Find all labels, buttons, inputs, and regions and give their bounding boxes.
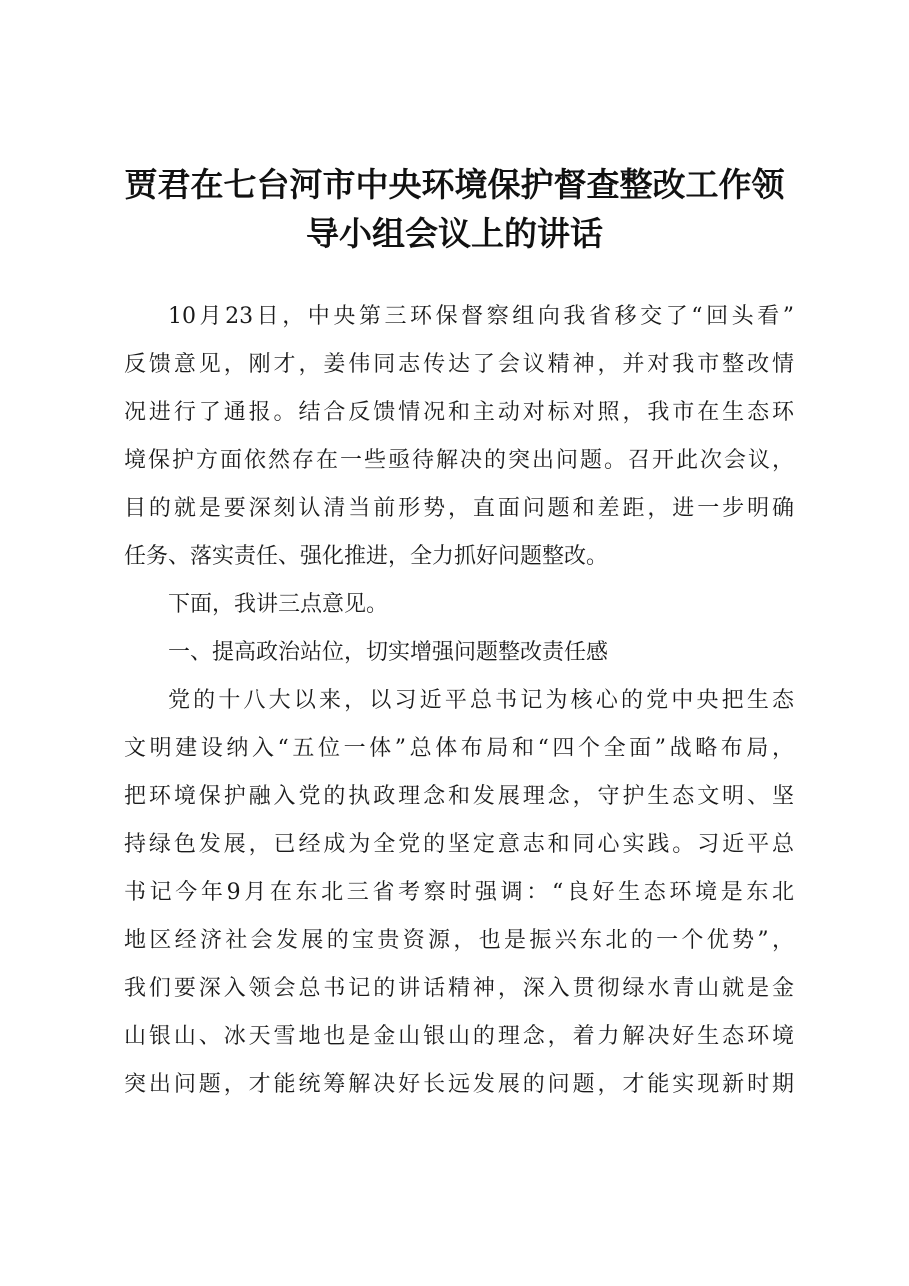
body-line: 突出问题，才能统筹解决好长远发展的问题，才能实现新时期 bbox=[124, 1072, 794, 1097]
body-line: 10月23日，中央第三环保督察组向我省移交了“回头看” bbox=[168, 304, 794, 329]
body-line: 山银山、冰天雪地也是金山银山的理念，着力解决好生态环境 bbox=[124, 1024, 794, 1049]
document-title-line-1: 贾君在七台河市中央环境保护督查整改工作领 bbox=[124, 165, 785, 204]
body-line: 任务、落实责任、强化推进，全力抓好问题整改。 bbox=[124, 544, 609, 569]
body-line: 书记今年9月在东北三省考察时强调：“良好生态环境是东北 bbox=[124, 880, 794, 905]
body-line: 持绿色发展，已经成为全党的坚定意志和同心实践。习近平总 bbox=[124, 832, 794, 857]
document-title-line-2: 导小组会议上的讲话 bbox=[306, 214, 603, 253]
body-line: 反馈意见，刚才，姜伟同志传达了会议精神，并对我市整改情 bbox=[124, 352, 794, 377]
body-line: 下面，我讲三点意见。 bbox=[168, 592, 389, 617]
section-heading: 一、提高政治站位，切实增强问题整改责任感 bbox=[168, 640, 609, 665]
body-line: 目的就是要深刻认清当前形势，直面问题和差距，进一步明确 bbox=[124, 496, 794, 521]
body-line: 我们要深入领会总书记的讲话精神，深入贯彻绿水青山就是金 bbox=[124, 976, 794, 1001]
body-line: 把环境保护融入党的执政理念和发展理念，守护生态文明、坚 bbox=[124, 784, 794, 809]
body-line: 境保护方面依然存在一些亟待解决的突出问题。召开此次会议， bbox=[124, 448, 794, 473]
body-line: 党的十八大以来，以习近平总书记为核心的党中央把生态 bbox=[168, 688, 794, 713]
body-line: 地区经济社会发展的宝贵资源，也是振兴东北的一个优势”， bbox=[124, 928, 794, 953]
body-line: 文明建设纳入“五位一体”总体布局和“四个全面”战略布局， bbox=[124, 736, 794, 761]
body-line: 况进行了通报。结合反馈情况和主动对标对照，我市在生态环 bbox=[124, 400, 794, 425]
